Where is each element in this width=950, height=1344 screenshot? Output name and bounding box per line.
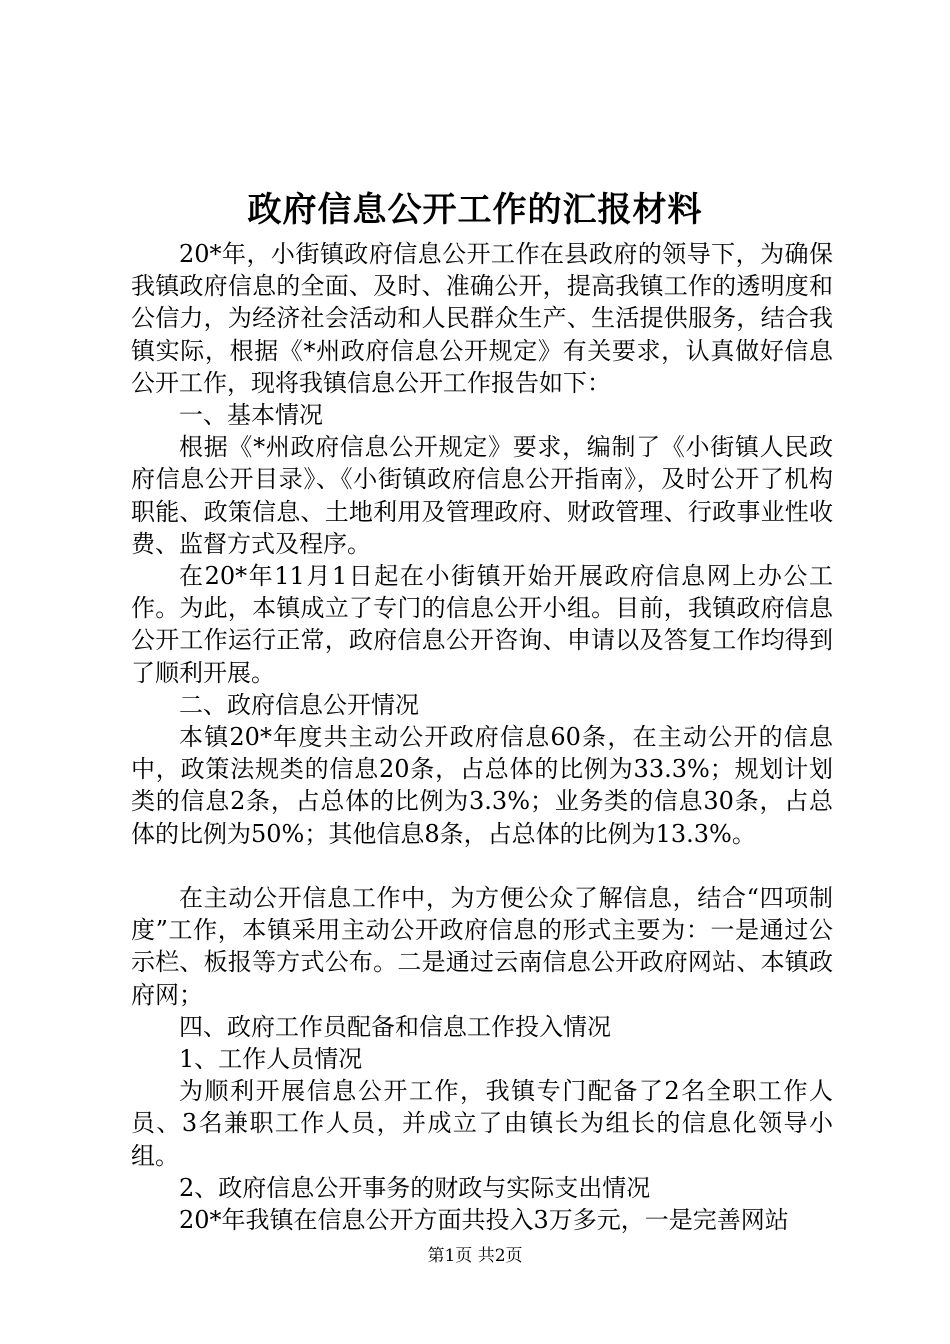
paragraph-staff: 为顺利开展信息公开工作，我镇专门配备了2名全职工作人员、3名兼职工作人员，并成立了由镇长为组长的信息化领导小组。 — [131, 1077, 833, 1170]
paragraph-disclosure-methods: 在主动公开信息工作中，为方便公众了解信息，结合“四项制度”工作，本镇采用主动公开政府信息的形式主要为：一是通过公示栏、板报等方式公布。二是通过云南信息公开政府网站、本镇政府网； — [131, 884, 833, 1009]
section-heading-staffing: 四、政府工作员配备和信息工作投入情况 — [179, 1012, 611, 1041]
subheading-staff: 1、工作人员情况 — [179, 1045, 363, 1074]
paragraph-finance: 20*年我镇在信息公开方面共投入3万多元，一是完善网站 — [179, 1206, 789, 1235]
document-body — [131, 238, 833, 1236]
section-heading-basic: 一、基本情况 — [179, 401, 323, 430]
page-footer: 第1页 共2页 — [427, 1246, 523, 1266]
subheading-finance: 2、政府信息公开事务的财政与实际支出情况 — [179, 1173, 651, 1202]
paragraph-disclosure-stats: 本镇20*年度共主动公开政府信息60条，在主动公开的信息中，政策法规类的信息20条，占总体的比例为33.3%；规划计划类的信息2条，占总体的比例为3.3%；业务类的信息30条，占总体的比例为50%；其他信息8条，占总体的比例为13.3%。 — [131, 723, 833, 848]
paragraph-online-office: 在20*年11月1日起在小街镇开始开展政府信息网上办公工作。为此，本镇成立了专门的信息公开小组。目前，我镇政府信息公开工作运行正常，政府信息公开咨询、申请以及答复工作均得到了顺利开展。 — [131, 562, 833, 687]
section-heading-disclosure: 二、政府信息公开情况 — [179, 690, 419, 719]
paragraph-basic-info: 根据《*州政府信息公开规定》要求，编制了《小街镇人民政府信息公开目录》、《小街镇政府信息公开指南》，及时公开了机构职能、政策信息、土地利用及管理政府、财政管理、行政事业性收费、监督方式及程序。 — [131, 433, 833, 558]
blank-line — [131, 850, 833, 882]
document-title: 政府信息公开工作的汇报材料 — [247, 190, 703, 230]
paragraph-intro: 20*年，小街镇政府信息公开工作在县政府的领导下，为确保我镇政府信息的全面、及时、准确公开，提高我镇工作的透明度和公信力，为经济社会活动和人民群众生产、生活提供服务，结合我镇实际，根据《*州政府信息公开规定》有关要求，认真做好信息公开工作，现将我镇信息公开工作报告如下： — [131, 240, 833, 397]
